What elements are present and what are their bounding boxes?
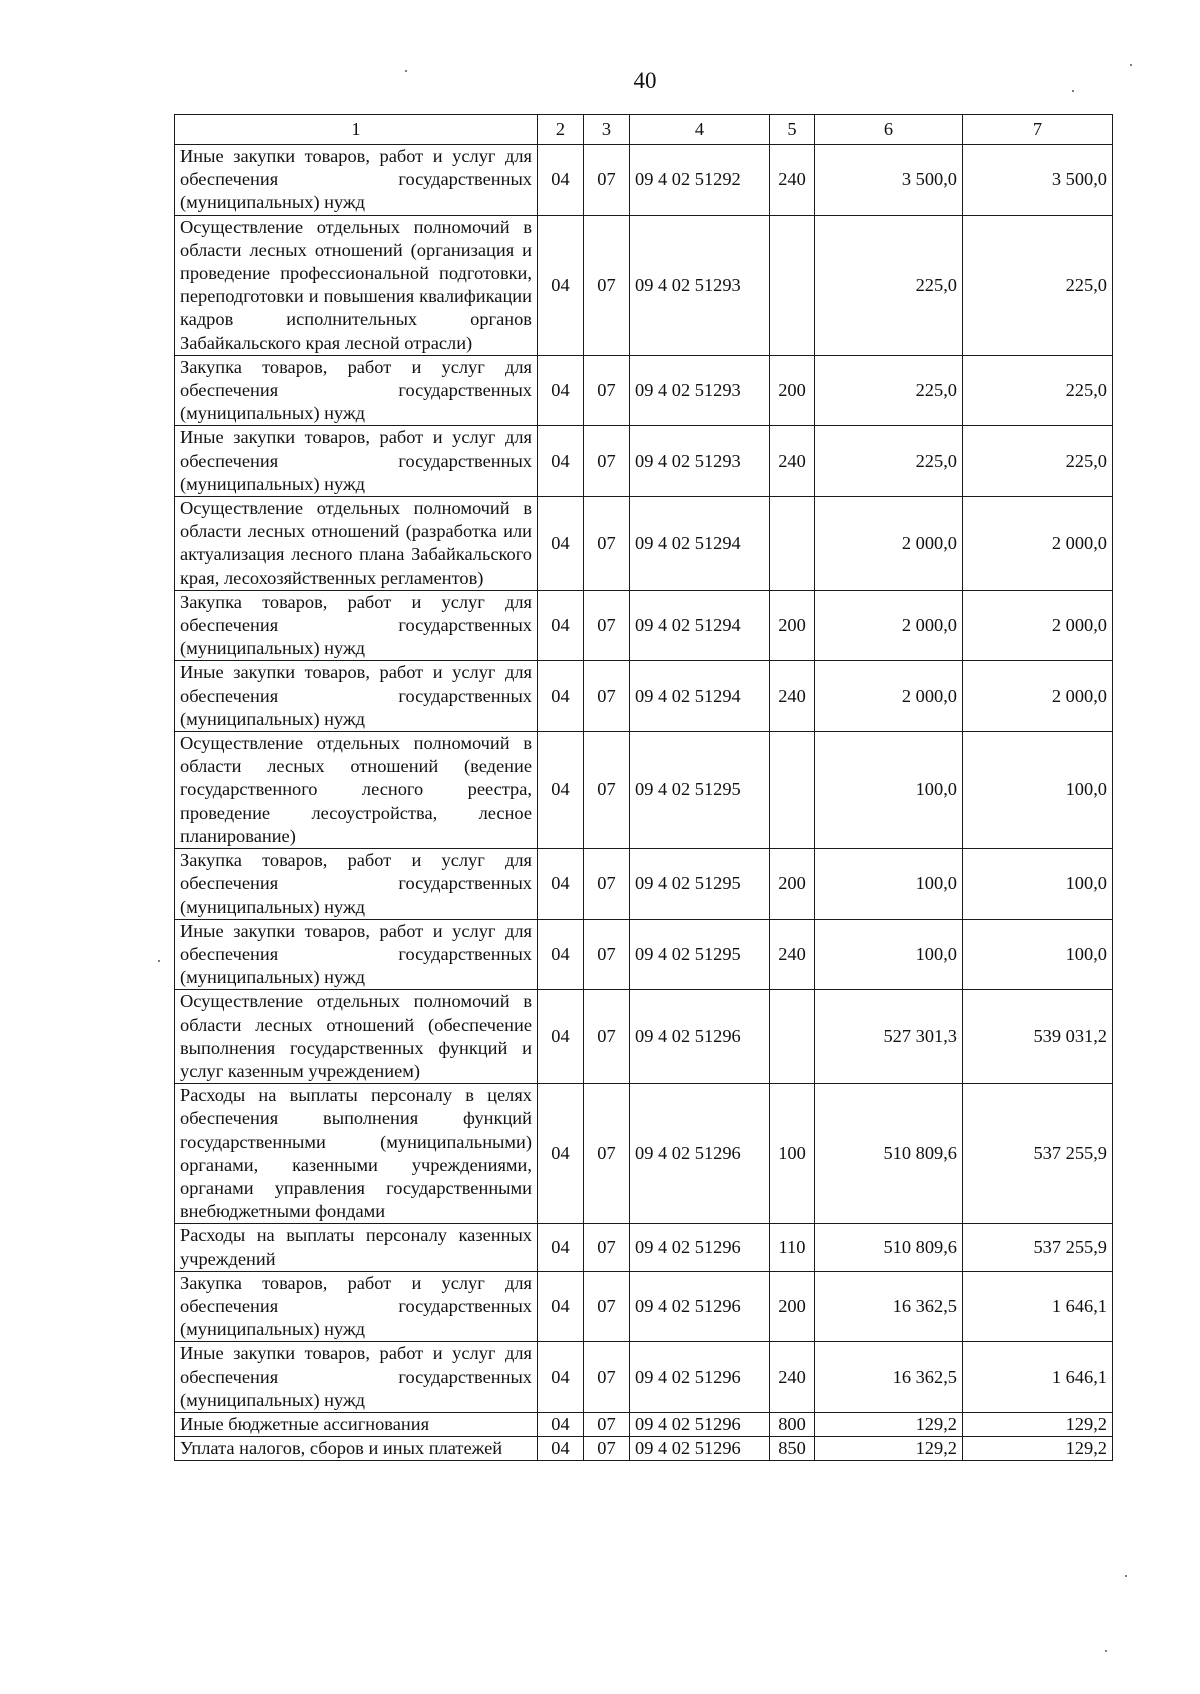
scan-speck (405, 70, 407, 72)
cell-sum-year-2: 100,0 (963, 849, 1113, 920)
cell-expense-type (770, 990, 815, 1084)
table-row (175, 497, 1113, 591)
table-row (175, 1271, 1113, 1342)
cell-sum-year-1: 16 362,5 (815, 1342, 963, 1413)
cell-article: 09 4 02 51296 (630, 1224, 770, 1271)
table-row (175, 1437, 1113, 1461)
table-row (175, 1224, 1113, 1271)
cell-article: 09 4 02 51292 (630, 145, 770, 216)
header-cell: 2 (538, 115, 584, 145)
header-row (175, 115, 1113, 145)
header-cell: 6 (815, 115, 963, 145)
scan-speck (1125, 1575, 1127, 1577)
page-number: 40 (633, 68, 657, 93)
cell-article: 09 4 02 51294 (630, 497, 770, 591)
cell-section: 04 (538, 990, 584, 1084)
cell-name: Осуществление отдельных полномочий в области лесных отношений (разработка или актуализация лесного плана Забайкальского края, лесохозяйственных регламентов) (175, 497, 538, 591)
cell-sum-year-1: 100,0 (815, 732, 963, 849)
cell-expense-type: 240 (770, 661, 815, 732)
cell-article: 09 4 02 51293 (630, 426, 770, 497)
cell-expense-type: 200 (770, 1271, 815, 1342)
cell-article: 09 4 02 51293 (630, 215, 770, 355)
cell-name: Иные закупки товаров, работ и услуг для обеспечения государственных (муниципальных) нужд (175, 426, 538, 497)
cell-name: Уплата налогов, сборов и иных платежей (175, 1437, 538, 1461)
cell-article: 09 4 02 51295 (630, 732, 770, 849)
header-cell: 3 (584, 115, 630, 145)
cell-sum-year-2: 2 000,0 (963, 661, 1113, 732)
cell-name: Закупка товаров, работ и услуг для обеспечения государственных (муниципальных) нужд (175, 590, 538, 661)
cell-subsection: 07 (584, 1342, 630, 1413)
cell-sum-year-1: 225,0 (815, 355, 963, 426)
cell-sum-year-2: 225,0 (963, 426, 1113, 497)
cell-expense-type: 110 (770, 1224, 815, 1271)
cell-subsection: 07 (584, 1084, 630, 1224)
cell-sum-year-2: 100,0 (963, 732, 1113, 849)
cell-expense-type: 200 (770, 590, 815, 661)
cell-name: Иные закупки товаров, работ и услуг для обеспечения государственных (муниципальных) нужд (175, 145, 538, 216)
cell-subsection: 07 (584, 1224, 630, 1271)
cell-sum-year-1: 527 301,3 (815, 990, 963, 1084)
scan-speck (1105, 1650, 1107, 1652)
cell-section: 04 (538, 919, 584, 990)
cell-section: 04 (538, 1342, 584, 1413)
cell-expense-type: 200 (770, 355, 815, 426)
cell-sum-year-1: 2 000,0 (815, 661, 963, 732)
header-cell: 5 (770, 115, 815, 145)
cell-subsection: 07 (584, 590, 630, 661)
header-cell: 4 (630, 115, 770, 145)
cell-sum-year-2: 1 646,1 (963, 1271, 1113, 1342)
cell-section: 04 (538, 1224, 584, 1271)
scan-speck (158, 960, 160, 962)
cell-subsection: 07 (584, 215, 630, 355)
cell-section: 04 (538, 732, 584, 849)
cell-expense-type (770, 497, 815, 591)
budget-table (174, 114, 1113, 1461)
cell-article: 09 4 02 51296 (630, 1271, 770, 1342)
cell-section: 04 (538, 145, 584, 216)
cell-sum-year-2: 129,2 (963, 1437, 1113, 1461)
cell-subsection: 07 (584, 1437, 630, 1461)
cell-sum-year-2: 537 255,9 (963, 1084, 1113, 1224)
cell-section: 04 (538, 590, 584, 661)
cell-name: Иные бюджетные ассигнования (175, 1412, 538, 1436)
cell-expense-type: 240 (770, 919, 815, 990)
cell-section: 04 (538, 1412, 584, 1436)
cell-sum-year-2: 129,2 (963, 1412, 1113, 1436)
table-body (175, 145, 1113, 1461)
cell-sum-year-2: 2 000,0 (963, 590, 1113, 661)
cell-name: Иные закупки товаров, работ и услуг для обеспечения государственных (муниципальных) нужд (175, 919, 538, 990)
cell-sum-year-2: 100,0 (963, 919, 1113, 990)
scan-speck (1072, 90, 1074, 92)
cell-article: 09 4 02 51295 (630, 919, 770, 990)
table-row (175, 215, 1113, 355)
cell-expense-type: 240 (770, 145, 815, 216)
cell-article: 09 4 02 51296 (630, 1084, 770, 1224)
cell-sum-year-2: 3 500,0 (963, 145, 1113, 216)
cell-article: 09 4 02 51294 (630, 590, 770, 661)
cell-article: 09 4 02 51296 (630, 1342, 770, 1413)
cell-sum-year-1: 225,0 (815, 426, 963, 497)
cell-article: 09 4 02 51296 (630, 990, 770, 1084)
table-row (175, 849, 1113, 920)
cell-article: 09 4 02 51293 (630, 355, 770, 426)
table-row (175, 355, 1113, 426)
cell-article: 09 4 02 51294 (630, 661, 770, 732)
cell-expense-type: 800 (770, 1412, 815, 1436)
cell-subsection: 07 (584, 919, 630, 990)
cell-section: 04 (538, 1271, 584, 1342)
cell-sum-year-1: 129,2 (815, 1412, 963, 1436)
cell-section: 04 (538, 497, 584, 591)
cell-name: Закупка товаров, работ и услуг для обеспечения государственных (муниципальных) нужд (175, 355, 538, 426)
cell-sum-year-1: 100,0 (815, 919, 963, 990)
cell-section: 04 (538, 849, 584, 920)
cell-sum-year-1: 129,2 (815, 1437, 963, 1461)
cell-sum-year-1: 510 809,6 (815, 1084, 963, 1224)
table-row (175, 426, 1113, 497)
cell-subsection: 07 (584, 355, 630, 426)
cell-subsection: 07 (584, 1412, 630, 1436)
cell-sum-year-2: 539 031,2 (963, 990, 1113, 1084)
cell-sum-year-1: 2 000,0 (815, 590, 963, 661)
table-row (175, 1412, 1113, 1436)
table-row (175, 145, 1113, 216)
cell-subsection: 07 (584, 661, 630, 732)
cell-subsection: 07 (584, 732, 630, 849)
cell-section: 04 (538, 215, 584, 355)
cell-name: Осуществление отдельных полномочий в области лесных отношений (ведение государственного лесного реестра, проведение лесоустройства, лесное планирование) (175, 732, 538, 849)
cell-subsection: 07 (584, 426, 630, 497)
cell-subsection: 07 (584, 145, 630, 216)
table-row (175, 1084, 1113, 1224)
cell-section: 04 (538, 355, 584, 426)
cell-expense-type: 850 (770, 1437, 815, 1461)
table-row (175, 732, 1113, 849)
header-cell: 7 (963, 115, 1113, 145)
scan-speck (1130, 64, 1132, 66)
cell-sum-year-1: 3 500,0 (815, 145, 963, 216)
cell-section: 04 (538, 426, 584, 497)
cell-section: 04 (538, 1437, 584, 1461)
cell-article: 09 4 02 51295 (630, 849, 770, 920)
table-row (175, 1342, 1113, 1413)
cell-subsection: 07 (584, 1271, 630, 1342)
cell-expense-type (770, 732, 815, 849)
cell-sum-year-1: 510 809,6 (815, 1224, 963, 1271)
cell-subsection: 07 (584, 497, 630, 591)
table-header (175, 115, 1113, 145)
cell-subsection: 07 (584, 990, 630, 1084)
cell-article: 09 4 02 51296 (630, 1437, 770, 1461)
cell-section: 04 (538, 661, 584, 732)
table-row (175, 919, 1113, 990)
cell-name: Иные закупки товаров, работ и услуг для обеспечения государственных (муниципальных) нужд (175, 1342, 538, 1413)
table-row (175, 990, 1113, 1084)
cell-expense-type: 200 (770, 849, 815, 920)
table-row (175, 661, 1113, 732)
cell-section: 04 (538, 1084, 584, 1224)
cell-name: Расходы на выплаты персоналу казенных учреждений (175, 1224, 538, 1271)
cell-expense-type (770, 215, 815, 355)
cell-sum-year-2: 1 646,1 (963, 1342, 1113, 1413)
cell-sum-year-2: 537 255,9 (963, 1224, 1113, 1271)
cell-sum-year-1: 16 362,5 (815, 1271, 963, 1342)
cell-expense-type: 240 (770, 426, 815, 497)
cell-expense-type: 100 (770, 1084, 815, 1224)
cell-sum-year-2: 225,0 (963, 355, 1113, 426)
cell-name: Закупка товаров, работ и услуг для обеспечения государственных (муниципальных) нужд (175, 1271, 538, 1342)
cell-name: Осуществление отдельных полномочий в области лесных отношений (обеспечение выполнения государственных функций и услуг казенным учреждением) (175, 990, 538, 1084)
cell-article: 09 4 02 51296 (630, 1412, 770, 1436)
cell-name: Расходы на выплаты персоналу в целях обеспечения выполнения функций государственными (муниципальными) органами, казенными учреждениями, органами управления государственными внебюджетными фондами (175, 1084, 538, 1224)
cell-expense-type: 240 (770, 1342, 815, 1413)
cell-name: Закупка товаров, работ и услуг для обеспечения государственных (муниципальных) нужд (175, 849, 538, 920)
cell-sum-year-2: 2 000,0 (963, 497, 1113, 591)
cell-sum-year-1: 2 000,0 (815, 497, 963, 591)
cell-sum-year-1: 225,0 (815, 215, 963, 355)
cell-subsection: 07 (584, 849, 630, 920)
cell-sum-year-2: 225,0 (963, 215, 1113, 355)
table-row (175, 590, 1113, 661)
cell-name: Иные закупки товаров, работ и услуг для обеспечения государственных (муниципальных) нужд (175, 661, 538, 732)
cell-sum-year-1: 100,0 (815, 849, 963, 920)
header-cell: 1 (175, 115, 538, 145)
cell-name: Осуществление отдельных полномочий в области лесных отношений (организация и проведение профессиональной подготовки, переподготовки и повышения квалификации кадров исполнительных органов Забайкальского края лесной отрасли) (175, 215, 538, 355)
